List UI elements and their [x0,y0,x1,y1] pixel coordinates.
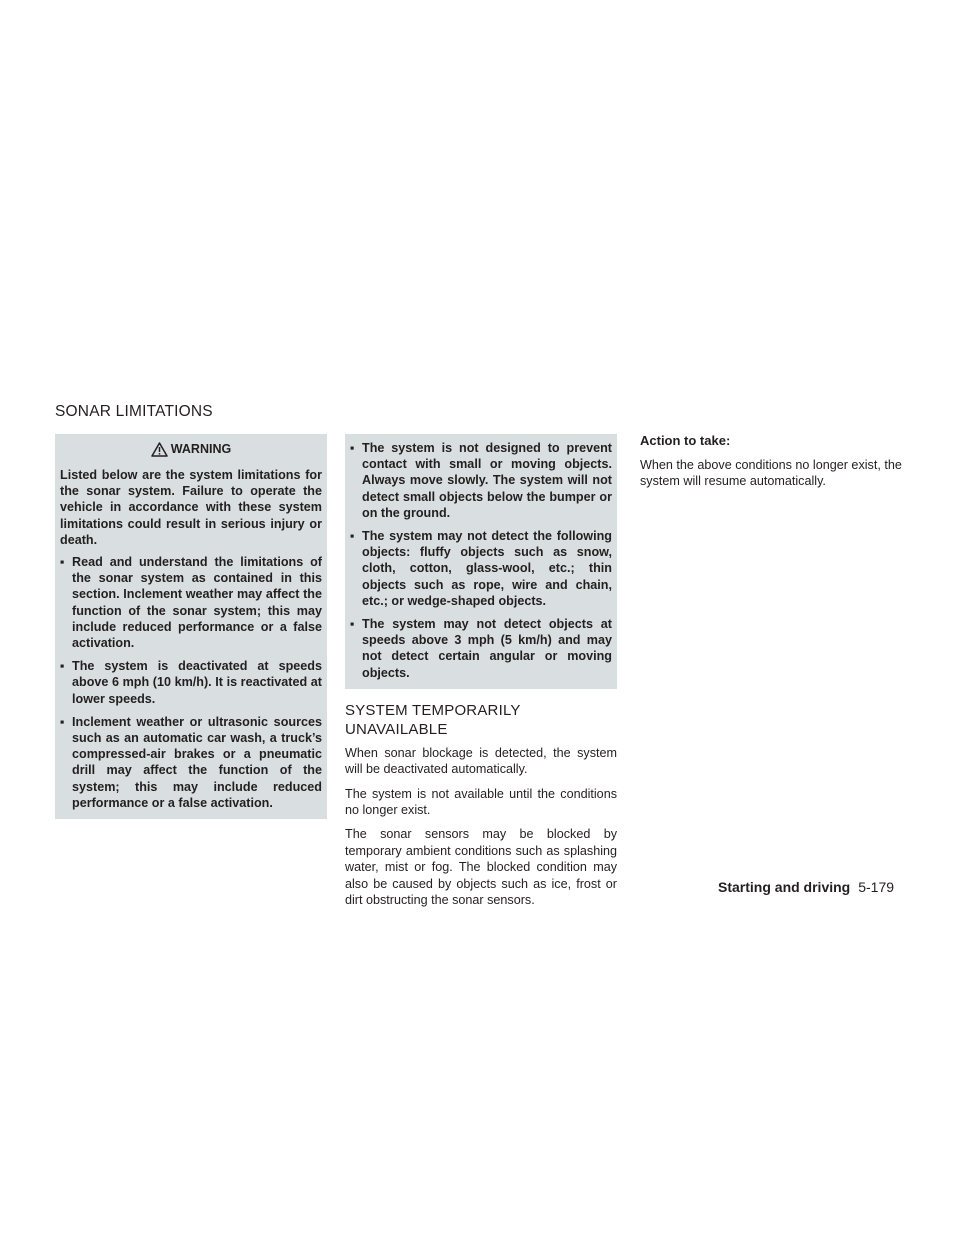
unavailable-paragraph: When sonar blockage is detected, the system will be deactivated automatically. [345,745,617,777]
warning-box [55,434,327,819]
column-3 [640,433,912,498]
unavailable-paragraph: The system is not available until the conditions no longer exist. [345,786,617,818]
unavailable-title: SYSTEM TEMPORARILY UNAVAILABLE [345,701,521,738]
bullet-icon: ▪ [60,659,65,674]
warning-triangle-icon [151,442,168,457]
warning-list-2 [350,440,612,681]
warning-item: ▪ The system is not designed to prevent contact with small or moving objects. Always move slowly. The system will not detect small objects below the bumper or on the ground. [350,441,612,520]
action-title: Action to take: [640,433,731,448]
column-2 [345,434,617,917]
page-number: 5-179 [858,879,895,895]
bullet-icon: ▪ [350,529,355,544]
warning-item: ▪ Read and understand the limitations of the sonar system as contained in this section. Inclement weather may affect the function of the sonar system; this may include reduced performance or a false activation. [60,555,322,651]
warning-item: ▪ Inclement weather or ultrasonic sources such as an automatic car wash, a truck’s compressed-air brakes or a pneumatic drill may affect the function of the system; this may include reduced performance or a false activation. [60,714,322,810]
warning-item: ▪ The system is deactivated at speeds above 6 mph (10 km/h). It is reactivated at lower speeds. [60,659,322,706]
bullet-icon: ▪ [350,617,355,632]
bullet-icon: ▪ [60,714,65,729]
warning-box-continued [345,434,617,689]
unavailable-paragraph: The sonar sensors may be blocked by temporary ambient conditions such as splashing water, mist or fog. The blocked condition may also be caused by objects such as ice, frost or dirt obstructing the sonar sensors. [345,827,617,908]
footer-section-name: Starting and driving [718,879,851,895]
action-text: When the above conditions no longer exist, the system will resume automatically. [640,458,902,489]
warning-list-1 [60,554,322,811]
page-footer [718,878,894,896]
warning-header [60,439,322,467]
warning-label: WARNING [170,442,232,456]
section-title: SONAR LIMITATIONS [55,403,213,420]
warning-intro: Listed below are the system limitations for the sonar system. Failure to operate the vehicle in accordance with these system limitations could result in serious injury or death. [60,468,322,547]
warning-item: ▪ The system may not detect the following objects: fluffy objects such as snow, cloth, cotton, glass-wool, etc.; thin objects such as rope, wire and chain, etc.; or wedge-shaped objects. [350,529,612,608]
bullet-icon: ▪ [60,555,65,570]
warning-item: ▪ The system may not detect objects at speeds above 3 mph (5 km/h) and may not detect certain angular or moving objects. [350,617,612,680]
bullet-icon: ▪ [350,441,355,455]
column-1 [55,402,327,819]
